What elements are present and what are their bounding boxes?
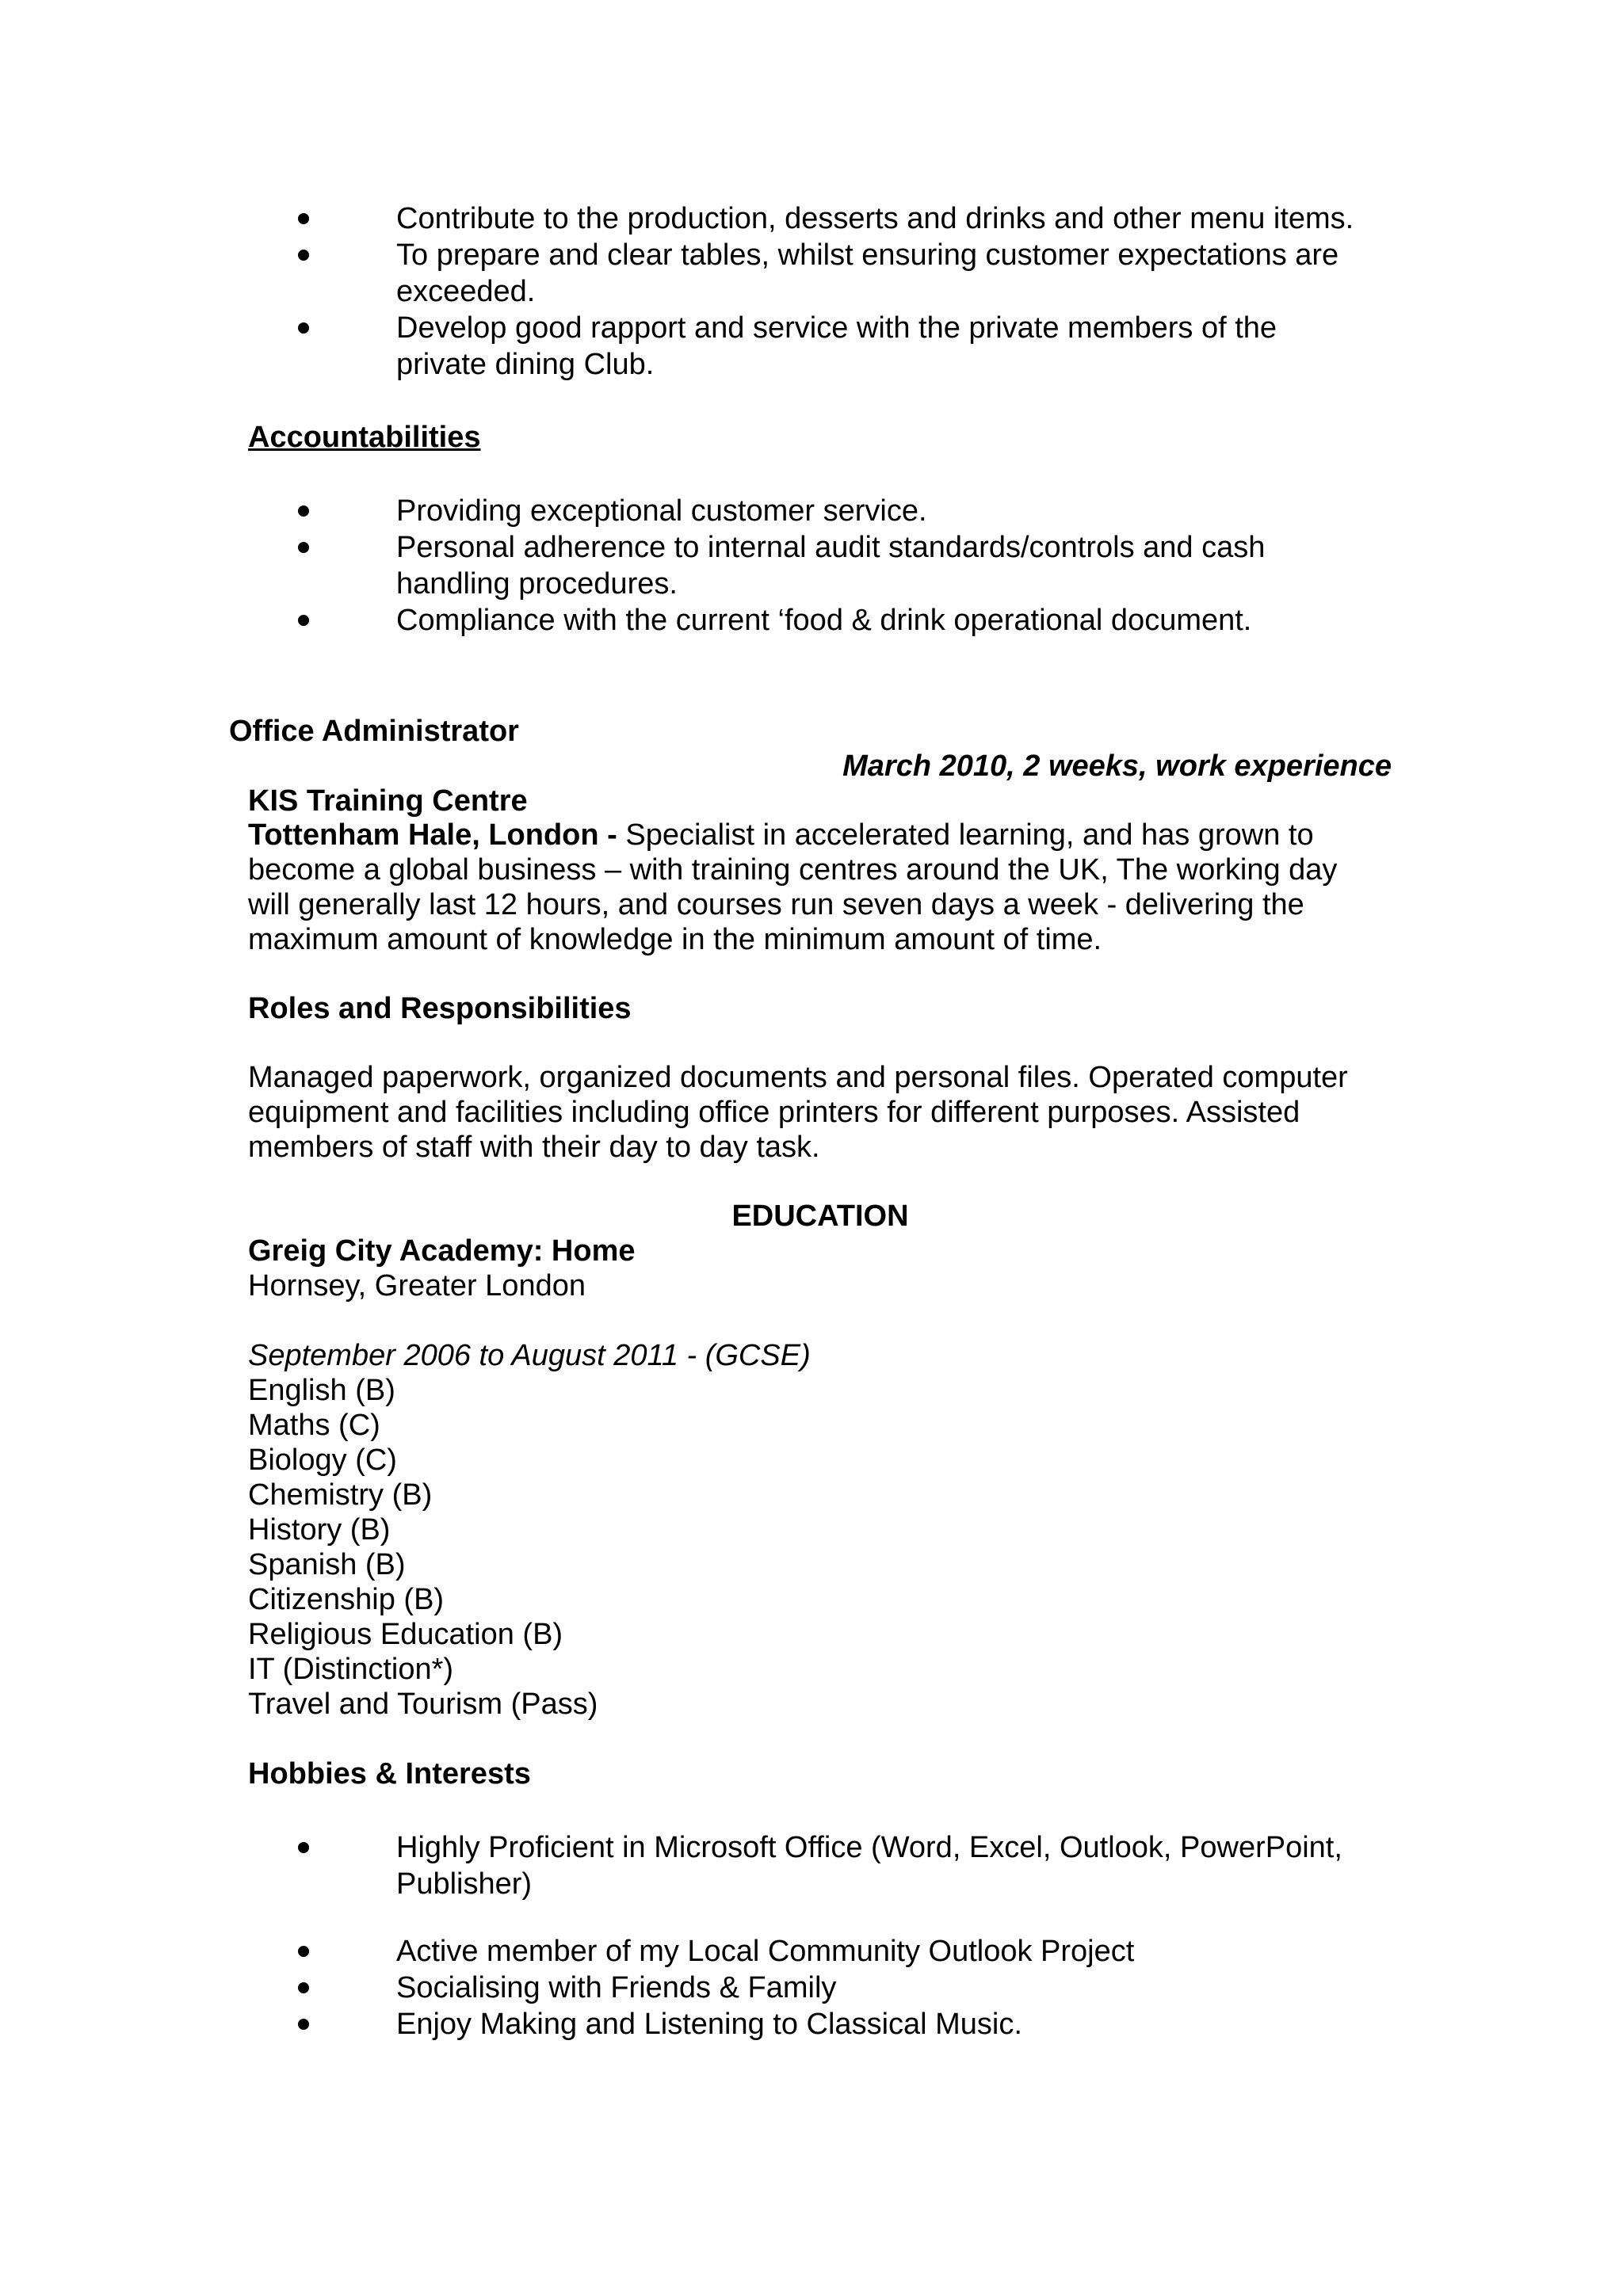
bullet-icon — [298, 1946, 309, 1957]
subject-item: English (B) — [248, 1374, 395, 1407]
subjects-list — [248, 1373, 598, 1722]
subject-item: Travel and Tourism (Pass) — [248, 1688, 598, 1721]
bullet-icon — [298, 542, 309, 553]
bullet-icon — [298, 250, 309, 261]
list-item: Contribute to the production, desserts and drinks and other menu items. — [298, 200, 1360, 237]
hobbies-list-primary — [298, 1829, 1360, 1902]
list-item: Providing exceptional customer service. — [298, 493, 1360, 529]
subject-item: Maths (C) — [248, 1409, 380, 1442]
school-location: Hornsey, Greater London — [248, 1269, 586, 1302]
education-heading: EDUCATION — [731, 1199, 909, 1233]
subject-item: Chemistry (B) — [248, 1478, 433, 1512]
list-item: Personal adherence to internal audit standards/controls and cash handling procedures. — [298, 529, 1360, 602]
hobbies-heading: Hobbies & Interests — [248, 1757, 531, 1791]
bullet-icon — [298, 1842, 309, 1853]
roles-heading: Roles and Responsibilities — [248, 992, 632, 1025]
bullet-icon — [298, 1982, 309, 1993]
hobbies-list-secondary — [298, 1933, 1360, 2042]
bullet-icon — [298, 213, 309, 224]
company-description — [248, 818, 1373, 957]
list-item: Socialising with Friends & Family — [298, 1970, 1360, 2006]
list-item: Compliance with the current ‘food & drink operational document. — [298, 602, 1360, 639]
subject-item: History (B) — [248, 1513, 391, 1547]
bullet-icon — [298, 2019, 309, 2030]
subject-item: Biology (C) — [248, 1444, 397, 1477]
subject-item: Religious Education (B) — [248, 1618, 563, 1651]
subject-item: Spanish (B) — [248, 1548, 406, 1581]
list-item: Active member of my Local Community Outlook Project — [298, 1933, 1360, 1970]
accountabilities-heading: Accountabilities — [248, 421, 481, 454]
list-item: Develop good rapport and service with the private members of the private dining Club. — [298, 310, 1360, 383]
bullet-icon — [298, 615, 309, 626]
company-location: Tottenham Hale, London - — [248, 818, 617, 852]
roles-text: Managed paperwork, organized documents and personal files. Operated computer equipment and facilities including office printers for different purposes. Assisted members of staff with their day to day task. — [248, 1061, 1348, 1164]
list-item: Enjoy Making and Listening to Classical Music. — [298, 2006, 1360, 2042]
bullet-icon — [298, 322, 309, 334]
subject-item: Citizenship (B) — [248, 1583, 445, 1616]
school-name: Greig City Academy: Home — [248, 1234, 636, 1268]
job-dates: March 2010, 2 weeks, work experience — [842, 749, 1392, 783]
company-name: KIS Training Centre — [248, 784, 528, 818]
accountabilities-list — [298, 493, 1360, 639]
subject-item: IT (Distinction*) — [248, 1653, 454, 1686]
job-title: Office Administrator — [229, 715, 519, 748]
list-item: Highly Proficient in Microsoft Office (Word, Excel, Outlook, PowerPoint, Publisher) — [298, 1829, 1360, 1902]
duties-list — [298, 200, 1360, 383]
bullet-icon — [298, 505, 309, 517]
company-description-text: Specialist in accelerated learning, and has grown to become a global business – with training centres around the UK, The working day will generally last 12 hours, and courses run seven days a week - delivering the maximum amount of knowledge in the minimum amount of time. — [248, 818, 1338, 956]
education-period: September 2006 to August 2011 - (GCSE) — [248, 1339, 811, 1372]
list-item: To prepare and clear tables, whilst ensuring customer expectations are exceeded. — [298, 237, 1360, 310]
